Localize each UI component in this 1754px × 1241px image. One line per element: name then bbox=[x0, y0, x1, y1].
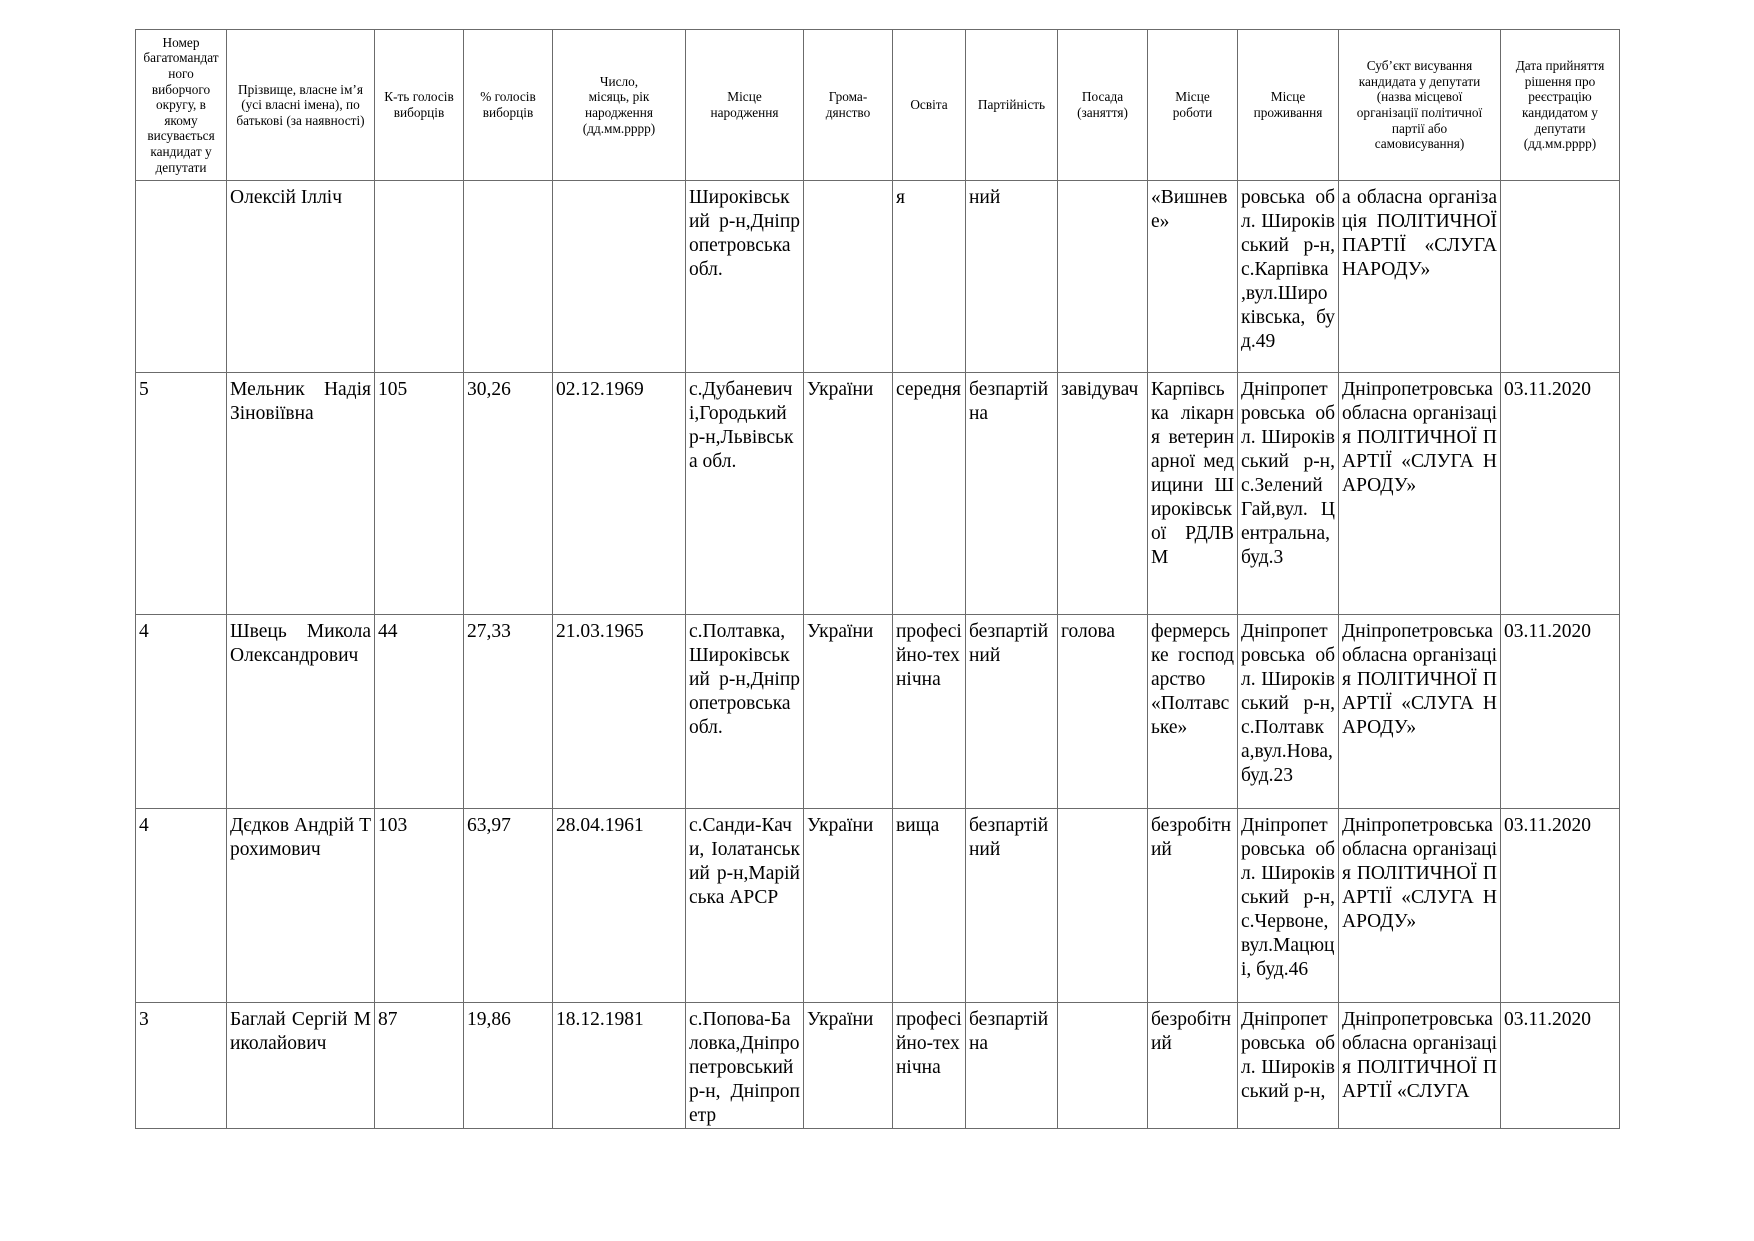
header-line: Номер bbox=[162, 34, 200, 50]
cell-education: я bbox=[893, 181, 966, 373]
cell-percent: 63,97 bbox=[464, 809, 553, 1003]
header-registration-date bbox=[1501, 30, 1620, 181]
header-line: рішення про bbox=[1524, 73, 1596, 89]
header-line: кандидатом у bbox=[1522, 105, 1598, 120]
header-line: самовисування) bbox=[1374, 136, 1465, 152]
cell-position: голова bbox=[1058, 615, 1148, 809]
table-row bbox=[136, 809, 1620, 1003]
cell-position bbox=[1058, 1003, 1148, 1129]
cell-education: вища bbox=[893, 809, 966, 1003]
header-line: Місце bbox=[727, 89, 762, 105]
cell-district: 4 bbox=[136, 809, 227, 1003]
cell-workplace: «Вишневе» bbox=[1148, 181, 1238, 373]
header-birth-place bbox=[686, 30, 804, 181]
header-line: % голосів bbox=[480, 89, 536, 105]
cell-residence: Дніпропетровська обл. Широківський р-н,с.Полтавка,вул.Нова,буд.23 bbox=[1238, 615, 1339, 809]
table-row bbox=[136, 615, 1620, 809]
cell-reg-date: 03.11.2020 bbox=[1501, 1003, 1620, 1129]
cell-reg-date: 03.11.2020 bbox=[1501, 615, 1620, 809]
header-line: Місце bbox=[1175, 89, 1210, 105]
table-row bbox=[136, 1003, 1620, 1129]
cell-citizenship: України bbox=[804, 615, 893, 809]
cell-birth-place: с.Попова-Баловка,Дніпропетровський р-н, Дніпропетр bbox=[686, 1003, 804, 1129]
header-line: батькові (за наявності) bbox=[236, 112, 365, 128]
cell-education: професійно-технічна bbox=[893, 1003, 966, 1129]
cell-citizenship bbox=[804, 181, 893, 373]
cell-nominator: Дніпропетровська обласна організація ПОЛІТИЧНОЇ ПАРТІЇ «СЛУГА bbox=[1339, 1003, 1501, 1129]
cell-district: 5 bbox=[136, 373, 227, 615]
header-line: народження bbox=[585, 105, 653, 120]
cell-name: Олексій Ілліч bbox=[227, 181, 375, 373]
cell-votes: 103 bbox=[375, 809, 464, 1003]
cell-citizenship: України bbox=[804, 1003, 893, 1129]
cell-birth-place: с.Полтавка, Широківський р-н,Дніпропетровська обл. bbox=[686, 615, 804, 809]
cell-votes: 44 bbox=[375, 615, 464, 809]
cell-name: Дєдков Андрій Трохимович bbox=[227, 809, 375, 1003]
header-position bbox=[1058, 30, 1148, 181]
header-line: кандидат у bbox=[150, 143, 212, 159]
header-name bbox=[227, 30, 375, 181]
cell-birth-date: 21.03.1965 bbox=[553, 615, 686, 809]
cell-residence: ровська обл. Широківський р-н, с.Карпівка ,вул.Широківська, буд.49 bbox=[1238, 181, 1339, 373]
header-citizenship bbox=[804, 30, 893, 181]
cell-percent: 30,26 bbox=[464, 373, 553, 615]
header-line: партії або bbox=[1391, 120, 1448, 136]
cell-reg-date: 03.11.2020 bbox=[1501, 809, 1620, 1003]
cell-birth-place: Широківський р-н,Дніпропетровська обл. bbox=[686, 181, 804, 373]
header-line: (заняття) bbox=[1077, 105, 1128, 120]
header-birth-date bbox=[553, 30, 686, 181]
header-line: Посада bbox=[1081, 89, 1124, 105]
cell-workplace: безробітний bbox=[1148, 1003, 1238, 1129]
cell-district bbox=[136, 181, 227, 373]
header-line: дянство bbox=[825, 105, 871, 120]
cell-residence: Дніпропетровська обл. Широківський р-н,с.Зелений Гай,вул. Центральна,буд.3 bbox=[1238, 373, 1339, 615]
header-line: Місце bbox=[1270, 89, 1306, 105]
header-workplace bbox=[1148, 30, 1238, 181]
cell-party: безпартійний bbox=[966, 809, 1058, 1003]
cell-birth-place: с.Дубаневичі,Городький р-н,Львівська обл. bbox=[686, 373, 804, 615]
header-district bbox=[136, 30, 227, 181]
cell-percent bbox=[464, 181, 553, 373]
cell-nominator: а обласна організація ПОЛІТИЧНОЇ ПАРТІЇ «СЛУГА НАРОДУ» bbox=[1339, 181, 1501, 373]
header-line: Прізвище, власне ім’я bbox=[238, 81, 363, 97]
header-line: (дд.мм.рррр) bbox=[582, 120, 656, 136]
cell-nominator: Дніпропетровська обласна організація ПОЛІТИЧНОЇ ПАРТІЇ «СЛУГА НАРОДУ» bbox=[1339, 615, 1501, 809]
cell-reg-date: 03.11.2020 bbox=[1501, 373, 1620, 615]
cell-votes: 105 bbox=[375, 373, 464, 615]
header-line: Грома- bbox=[828, 89, 868, 105]
cell-residence: Дніпропетровська обл. Широківський р-н, bbox=[1238, 1003, 1339, 1129]
cell-birth-date: 02.12.1969 bbox=[553, 373, 686, 615]
cell-party: безпартійний bbox=[966, 615, 1058, 809]
header-line: депутати bbox=[1534, 120, 1586, 136]
cell-citizenship: України bbox=[804, 373, 893, 615]
cell-education: професійно-технічна bbox=[893, 615, 966, 809]
cell-party: ний bbox=[966, 181, 1058, 373]
cell-workplace: Карпівська лікарня ветеринарної медицини Широківської РДЛВМ bbox=[1148, 373, 1238, 615]
table-row bbox=[136, 373, 1620, 615]
cell-percent: 19,86 bbox=[464, 1003, 553, 1129]
cell-district: 4 bbox=[136, 615, 227, 809]
header-line: Дата прийняття bbox=[1515, 58, 1605, 74]
header-party bbox=[966, 30, 1058, 181]
table-header-row bbox=[136, 30, 1620, 181]
header-line: кандидата у депутати bbox=[1358, 73, 1481, 89]
cell-votes: 87 bbox=[375, 1003, 464, 1129]
cell-party: безпартійна bbox=[966, 1003, 1058, 1129]
cell-name: Мельник Надія Зіновіївна bbox=[227, 373, 375, 615]
header-line: (дд.мм.рррр) bbox=[1523, 136, 1597, 152]
header-line: (назва місцевої bbox=[1376, 89, 1463, 105]
cell-position bbox=[1058, 181, 1148, 373]
header-votes bbox=[375, 30, 464, 181]
candidates-table bbox=[135, 29, 1620, 1129]
cell-education: середня bbox=[893, 373, 966, 615]
header-line: депутати bbox=[155, 159, 207, 175]
cell-votes bbox=[375, 181, 464, 373]
header-line: К-ть голосів bbox=[384, 89, 454, 105]
cell-name: Швець Микола Олександрович bbox=[227, 615, 375, 809]
cell-name: Баглай Сергій Миколайович bbox=[227, 1003, 375, 1129]
header-line: (усі власні імена), по bbox=[241, 97, 360, 113]
cell-reg-date bbox=[1501, 181, 1620, 373]
header-line: округу, в bbox=[156, 97, 206, 113]
cell-birth-date: 18.12.1981 bbox=[553, 1003, 686, 1129]
header-line: роботи bbox=[1172, 105, 1213, 120]
header-line: багатомандат bbox=[143, 50, 219, 66]
cell-workplace: безробітний bbox=[1148, 809, 1238, 1003]
header-line: виборців bbox=[393, 105, 445, 120]
header-line: Суб’єкт висування bbox=[1366, 58, 1473, 74]
cell-percent: 27,33 bbox=[464, 615, 553, 809]
cell-citizenship: України bbox=[804, 809, 893, 1003]
header-line: організації політичної bbox=[1356, 105, 1483, 120]
header-line: реєстрацію bbox=[1528, 89, 1592, 105]
cell-birth-date bbox=[553, 181, 686, 373]
header-line: місяць, рік bbox=[588, 89, 650, 105]
header-line: висувається bbox=[147, 128, 215, 144]
cell-nominator: Дніпропетровська обласна організація ПОЛІТИЧНОЇ ПАРТІЇ «СЛУГА НАРОДУ» bbox=[1339, 373, 1501, 615]
header-line: ного bbox=[168, 66, 194, 82]
header-line: Освіта bbox=[910, 97, 948, 113]
cell-party: безпартійна bbox=[966, 373, 1058, 615]
cell-position bbox=[1058, 809, 1148, 1003]
cell-birth-place: с.Санди-Качи, Іолатанський р-н,Марійська АРСР bbox=[686, 809, 804, 1003]
header-line: виборців bbox=[482, 105, 534, 120]
header-line: Партійність bbox=[977, 97, 1046, 113]
header-line: виборчого bbox=[151, 81, 211, 97]
header-line: народження bbox=[710, 105, 779, 120]
header-line: проживання bbox=[1253, 105, 1323, 120]
header-line: Число, bbox=[599, 73, 639, 89]
cell-district: 3 bbox=[136, 1003, 227, 1129]
table-row bbox=[136, 181, 1620, 373]
cell-position: завідувач bbox=[1058, 373, 1148, 615]
header-percent bbox=[464, 30, 553, 181]
cell-workplace: фермерське господарство «Полтавське» bbox=[1148, 615, 1238, 809]
cell-nominator: Дніпропетровська обласна організація ПОЛІТИЧНОЇ ПАРТІЇ «СЛУГА НАРОДУ» bbox=[1339, 809, 1501, 1003]
header-education bbox=[893, 30, 966, 181]
cell-residence: Дніпропетровська обл. Широківський р-н, с.Червоне, вул.Мацюці, буд.46 bbox=[1238, 809, 1339, 1003]
header-line: якому bbox=[164, 112, 198, 128]
header-residence bbox=[1238, 30, 1339, 181]
header-nominator bbox=[1339, 30, 1501, 181]
cell-birth-date: 28.04.1961 bbox=[553, 809, 686, 1003]
